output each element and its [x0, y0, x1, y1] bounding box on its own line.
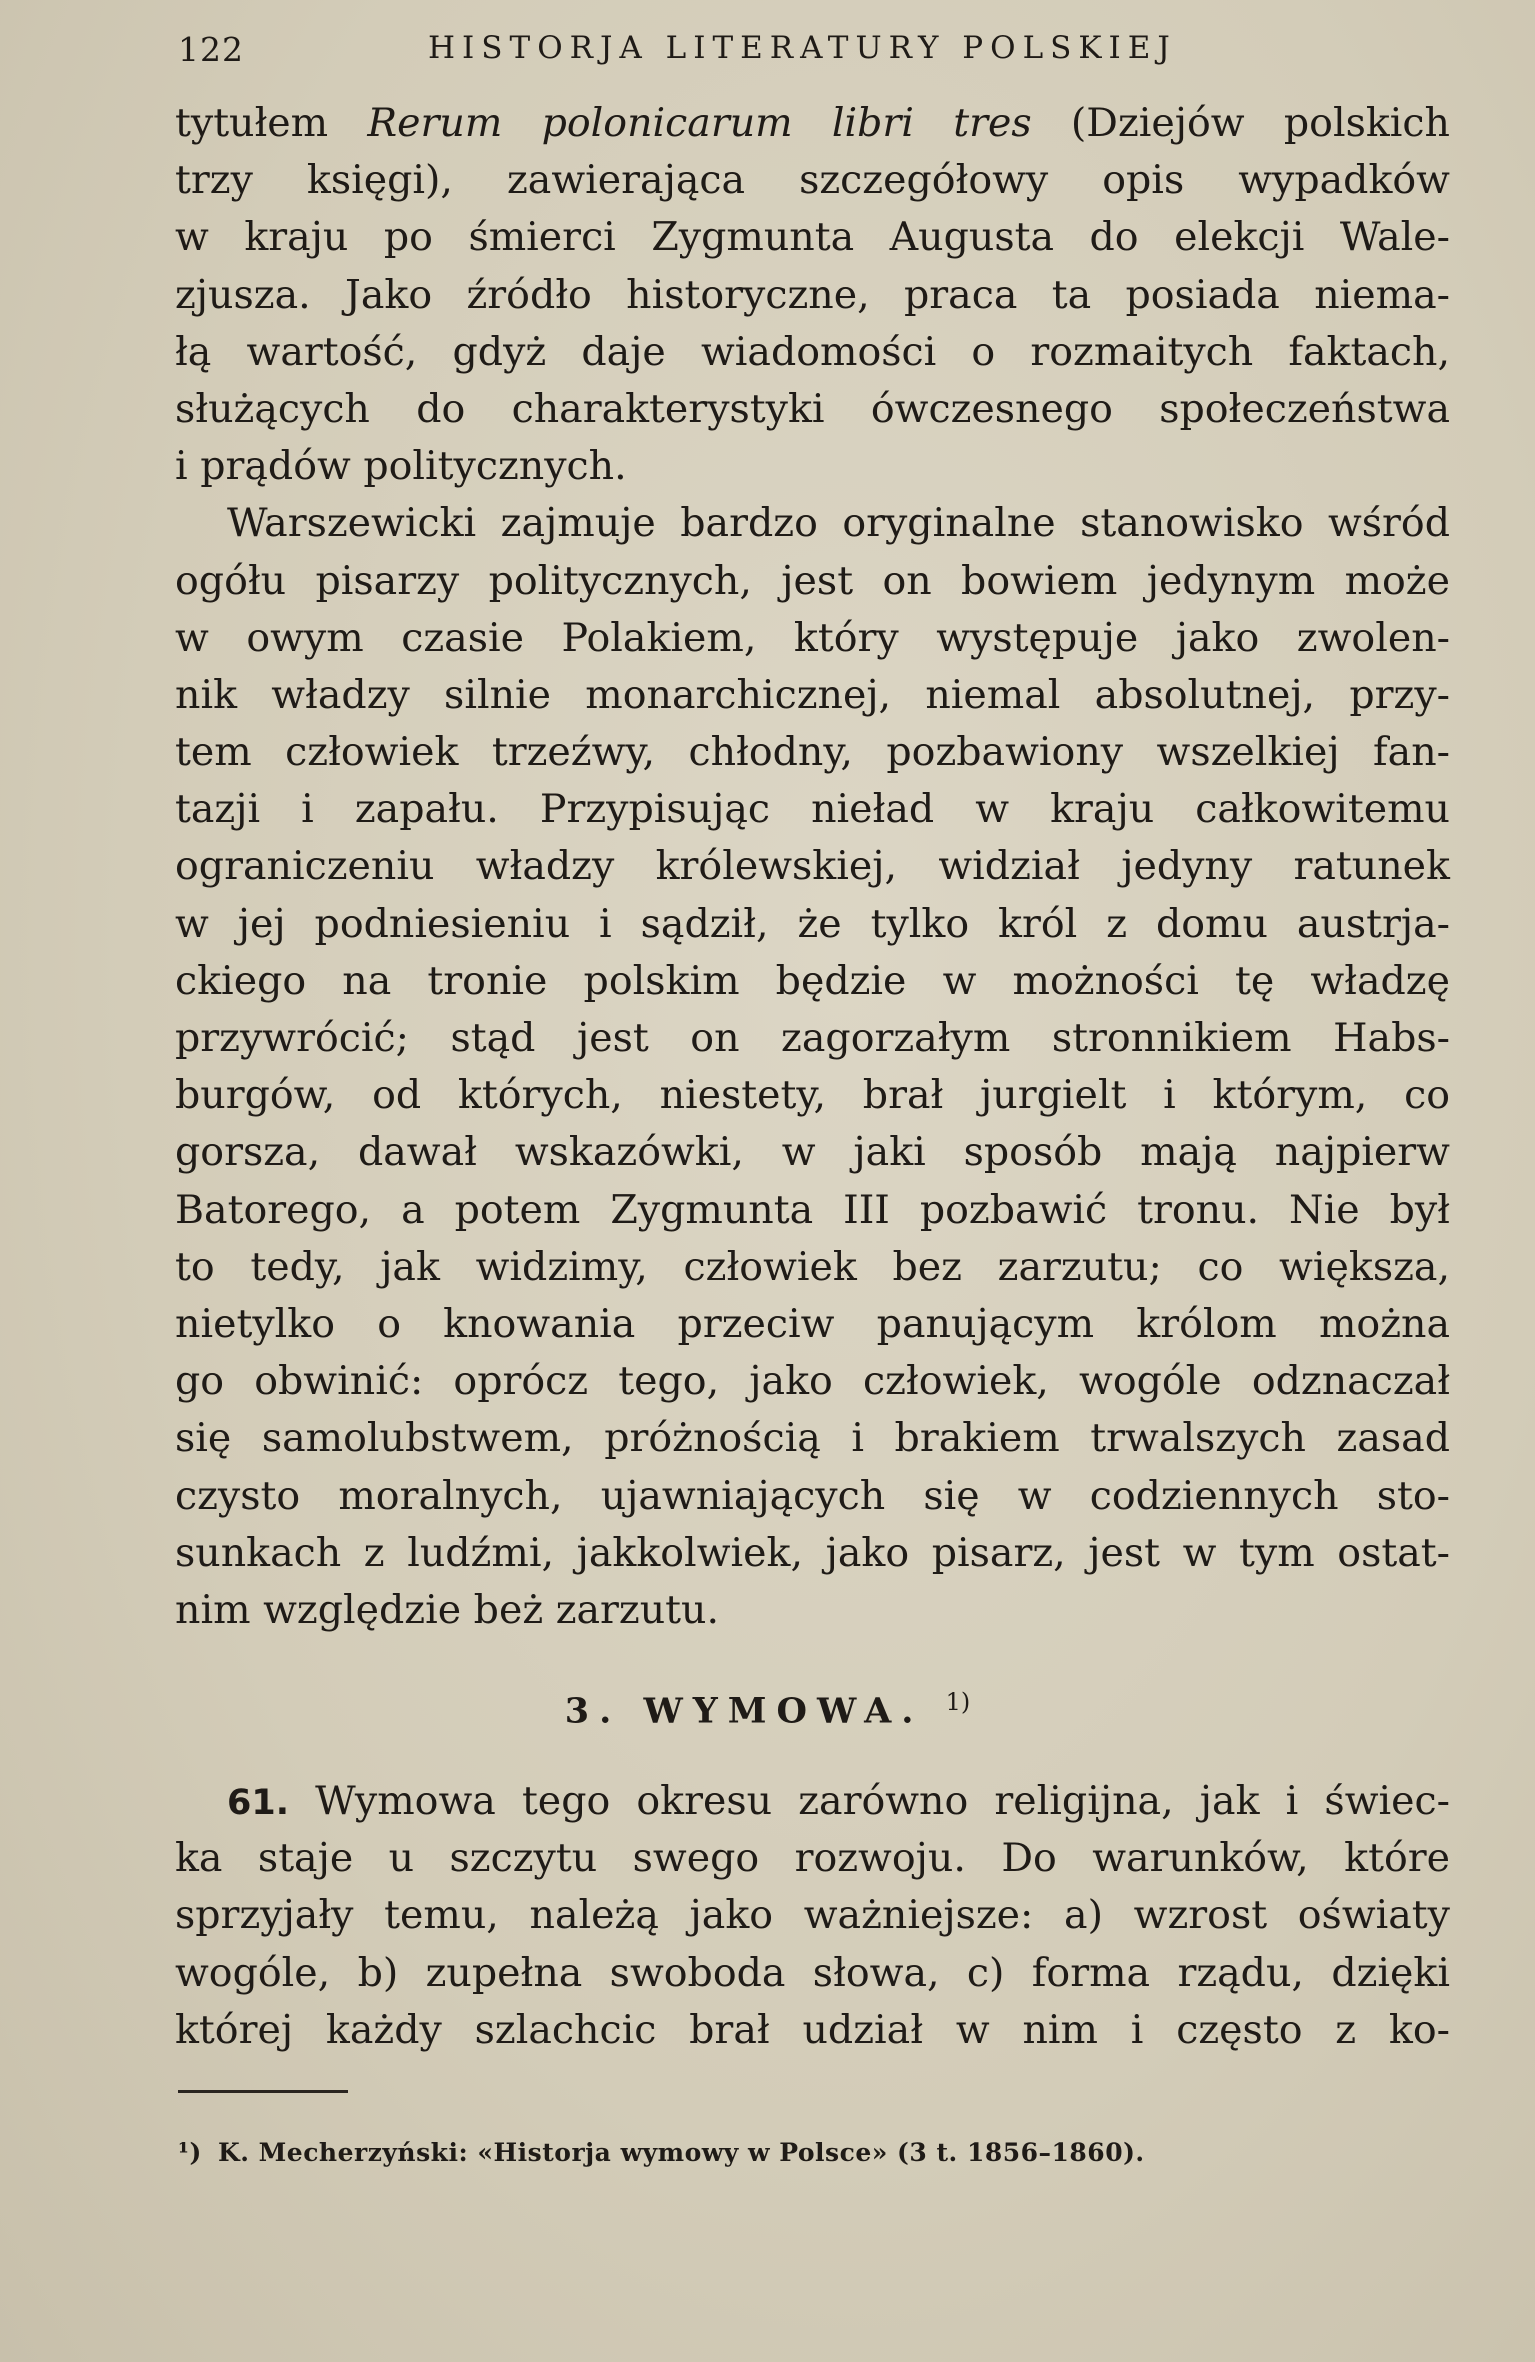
text-line: gorsza, dawał wskazówki, w jaki sposób mają najpierw	[175, 1129, 1450, 1176]
footnote	[178, 2138, 1145, 2167]
text-line: nik władzy silnie monarchicznej, niemal absolutnej, przy-	[175, 671, 1450, 718]
text-line: tazji i zapału. Przypisując nieład w kraju całkowitemu	[175, 786, 1450, 833]
text-line: burgów, od których, niestety, brał jurgielt i którym, co	[175, 1072, 1450, 1119]
text-line: nim względzie beż zarzutu.	[175, 1586, 720, 1633]
paragraph-number: 61.	[227, 1783, 290, 1823]
text-line: sunkach z ludźmi, jakkolwiek, jako pisarz, jest w tym ostat-	[175, 1529, 1450, 1576]
footnote-text: K. Mecherzyński: «Historja wymowy w Polsce» (3 t. 1856–1860).	[218, 2138, 1145, 2167]
text-line: wogóle, b) zupełna swoboda słowa, c) forma rządu, dzięki	[175, 1949, 1450, 1996]
text-line: ogółu pisarzy politycznych, jest on bowiem jedynym może	[175, 557, 1450, 604]
text-line: się samolubstwem, próżnością i brakiem trwalszych zasad	[175, 1415, 1450, 1462]
text-line: go obwinić: oprócz tego, jako człowiek, wogóle odznaczał	[175, 1358, 1450, 1405]
running-head	[178, 30, 1328, 80]
footnote-reference: 1)	[945, 1688, 971, 1716]
text-line: to tedy, jak widzimy, człowiek bez zarzutu; co większa,	[175, 1243, 1450, 1290]
text-line: w jej podniesieniu i sądził, że tylko król z domu austrja-	[175, 900, 1450, 947]
text-line: sprzyjały temu, należą jako ważniejsze: a) wzrost oświaty	[175, 1892, 1450, 1939]
text-line: tem człowiek trzeźwy, chłodny, pozbawiony wszelkiej fan-	[175, 729, 1450, 776]
text-line: czysto moralnych, ujawniających się w codziennych sto-	[175, 1472, 1450, 1519]
text-line: ka staje u szczytu swego rozwoju. Do warunków, które	[175, 1835, 1450, 1882]
text-line: ckiego na tronie polskim będzie w możności tę władzę	[175, 957, 1450, 1004]
main-text	[175, 95, 1450, 1639]
text-line: Warszewicki zajmuje bardzo oryginalne stanowisko wśród	[227, 500, 1450, 547]
text-line: tytułem Rerum polonicarum libri tres (Dziejów polskich	[175, 100, 1450, 146]
text-line: 61. Wymowa tego okresu zarówno religijna, jak i świec-	[227, 1778, 1450, 1824]
running-title: HISTORJA LITERATURY POLSKIEJ	[428, 30, 1177, 66]
footnote-marker: ¹)	[178, 2138, 202, 2167]
section-title: WYMOWA.	[643, 1690, 924, 1732]
text-line: służących do charakterystyki ówczesnego społeczeństwa	[175, 385, 1450, 432]
text-line: w owym czasie Polakiem, który występuje jako zwolen-	[175, 614, 1450, 661]
section-text	[175, 1773, 1450, 2059]
text-line: i prądów politycznych.	[175, 443, 627, 490]
text-line: w kraju po śmierci Zygmunta Augusta do elekcji Wale-	[175, 214, 1450, 261]
text-line: nietylko o knowania przeciw panującym królom można	[175, 1300, 1450, 1347]
text-line: łą wartość, gdyż daje wiadomości o rozmaitych faktach,	[175, 328, 1450, 375]
section-heading	[0, 1688, 1535, 1732]
text-line: zjusza. Jako źródło historyczne, praca ta posiada niema-	[175, 271, 1450, 318]
text-line: Batorego, a potem Zygmunta III pozbawić tronu. Nie był	[175, 1186, 1450, 1233]
text-line: ograniczeniu władzy królewskiej, widział jedyny ratunek	[175, 843, 1450, 890]
text-line: której każdy szlachcic brał udział w nim i często z ko-	[175, 2006, 1450, 2053]
section-number: 3.	[564, 1690, 622, 1732]
text-line: przywrócić; stąd jest on zagorzałym stronnikiem Habs-	[175, 1015, 1450, 1061]
text-line: trzy księgi), zawierająca szczegółowy opis wypadków	[175, 157, 1450, 204]
italic-title: Rerum polonicarum libri tres	[367, 100, 1032, 146]
page-number: 122	[178, 30, 244, 69]
footnote-divider	[178, 2090, 348, 2093]
